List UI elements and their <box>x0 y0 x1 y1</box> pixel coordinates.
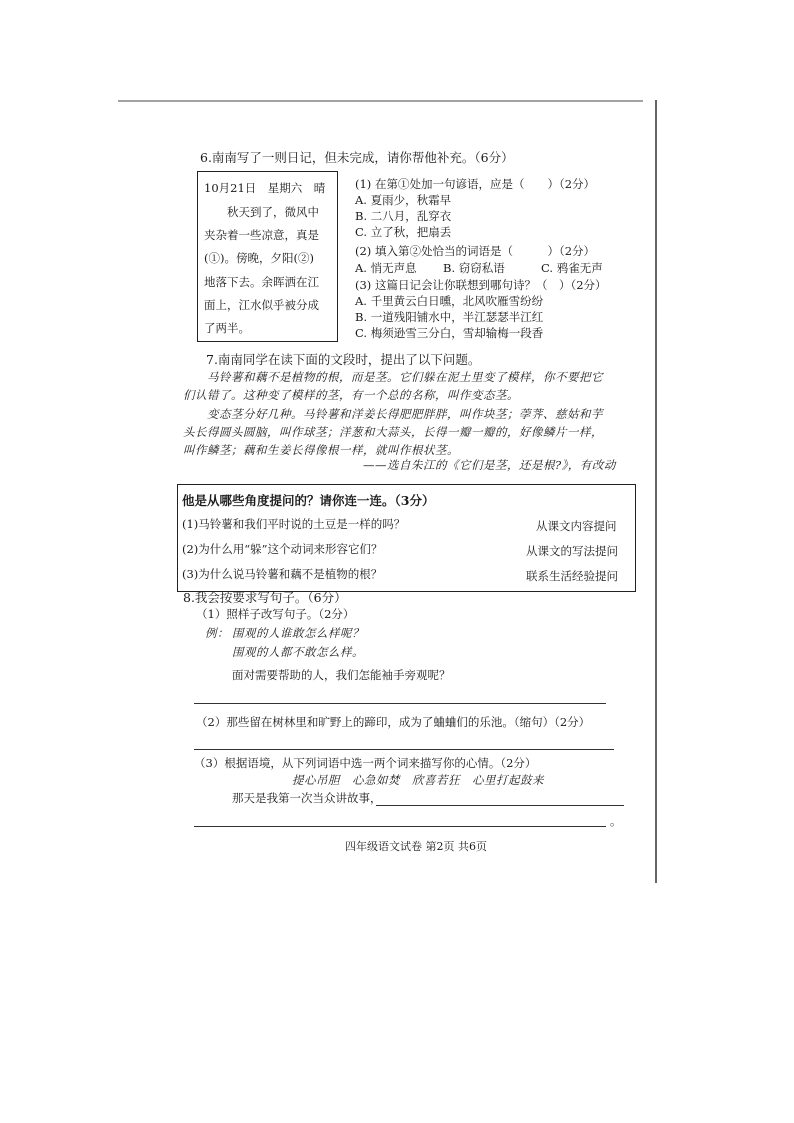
matching-angle: 联系生活经验提问 <box>526 569 618 583</box>
answer-line[interactable] <box>194 826 606 827</box>
diary-line: (①)。傍晚，夕阳(②) <box>204 251 314 265</box>
scan-edge-right <box>655 100 657 883</box>
diary-line: 了两半。 <box>204 321 250 335</box>
q8-title: 8.我会按要求写句子。（6分） <box>183 590 347 605</box>
q8-sub2: （2）那些留在树林里和旷野上的蹄印，成为了蛐蛐们的乐池。（缩句）（2分） <box>196 715 591 729</box>
answer-line[interactable] <box>194 749 614 750</box>
diary-line: 10月21日 星期六 晴 <box>204 181 326 195</box>
q7-passage-line: 变态茎分好几种。马铃薯和洋姜长得肥肥胖胖，叫作块茎；荸荠、慈姑和芋 <box>183 407 603 421</box>
end-period: 。 <box>610 814 622 828</box>
q7-passage-line: 们认错了。这种变了模样的茎，有一个总的名称，叫作变态茎。 <box>183 388 519 402</box>
q7-passage-line: 叫作鳞茎；藕和生姜长得像根一样，就叫作根状茎。 <box>183 443 459 457</box>
q6-sub3-option: B. 一道残阳铺水中，半江瑟瑟半江红 <box>355 310 544 324</box>
answer-line[interactable] <box>376 805 624 806</box>
q7-passage-line: 头长得圆头圆脑，叫作球茎；洋葱和大蒜头，长得一瓣一瓣的，好像鳞片一样， <box>183 425 603 439</box>
scan-edge-top <box>118 100 643 102</box>
page-footer: 四年级语文试卷 第2页 共6页 <box>345 840 487 853</box>
q6-sub1-option: C. 立了秋，把扇丢 <box>355 225 452 239</box>
q6-sub1-option: B. 二八月，乱穿衣 <box>355 209 452 223</box>
q6-sub2: (2) 填入第②处恰当的词语是（ ）（2分） <box>355 244 596 258</box>
matching-question: (3)为什么说马铃薯和藕不是植物的根？ <box>182 567 383 581</box>
q6-sub2-option: B. 窃窃私语 <box>443 261 505 275</box>
diary-line: 夹杂着一些凉意，真是 <box>204 228 319 242</box>
q8-sub1-sentence: 面对需要帮助的人，我们怎能袖手旁观呢？ <box>232 668 451 682</box>
example-label: 例： <box>205 626 229 640</box>
q6-sub1: (1) 在第①处加一句谚语，应是（ ）（2分） <box>355 177 596 191</box>
diary-line: 面上，江水似乎被分成 <box>204 298 319 312</box>
q6-sub1-option: A. 夏雨少，秋霜早 <box>355 193 452 207</box>
example-original: 围观的人谁敢怎么样呢？ <box>232 626 364 640</box>
answer-line[interactable] <box>194 703 606 704</box>
matching-question: (1)马铃薯和我们平时说的土豆是一样的吗？ <box>182 517 406 531</box>
q6-sub2-option: C. 鸦雀无声 <box>541 261 603 275</box>
q7-title: 7.南南同学在读下面的文段时，提出了以下问题。 <box>206 352 481 367</box>
q8-sub1: （1）照样子改写句子。（2分） <box>196 607 355 621</box>
q6-sub3-option: A. 千里黄云白日曛，北风吹雁雪纷纷 <box>355 294 544 308</box>
diary-line: 秋天到了，微风中 <box>204 205 319 219</box>
word-choices: 提心吊胆 心急如焚 欣喜若狂 心里打起鼓来 <box>292 773 544 787</box>
q6-sub3: (3) 这篇日记会让你联想到哪句诗？（ ）（2分） <box>355 278 607 292</box>
matching-box <box>177 484 636 592</box>
q7-passage-line: 马铃薯和藕不是植物的根，而是茎。它们躲在泥土里变了模样，你不要把它 <box>183 370 603 384</box>
q8-sub3-sentence: 那天是我第一次当众讲故事， <box>232 791 382 805</box>
q8-sub3: （3）根据语境，从下列词语中选一两个词来描写你的心情。（2分） <box>194 756 537 770</box>
matching-angle: 从课文内容提问 <box>536 519 617 533</box>
example-rewritten: 围观的人都不敢怎么样。 <box>232 645 364 659</box>
diary-line: 地落下去。余晖洒在江 <box>204 275 319 289</box>
matching-instruction: 他是从哪些角度提问的？请你连一连。（3分） <box>182 493 435 508</box>
q6-sub3-option: C. 梅须逊雪三分白，雪却输梅一段香 <box>355 326 544 340</box>
q6-title: 6.南南写了一则日记，但未完成，请你帮他补充。（6分） <box>200 150 514 165</box>
q6-sub2-option: A. 悄无声息 <box>355 261 417 275</box>
q7-source: ——选自朱江的《它们是茎，还是根?》，有改动 <box>363 458 616 472</box>
diary-box <box>197 171 338 342</box>
matching-angle: 从课文的写法提问 <box>526 544 618 558</box>
matching-question: (2)为什么用“躲”这个动词来形容它们？ <box>182 542 383 556</box>
